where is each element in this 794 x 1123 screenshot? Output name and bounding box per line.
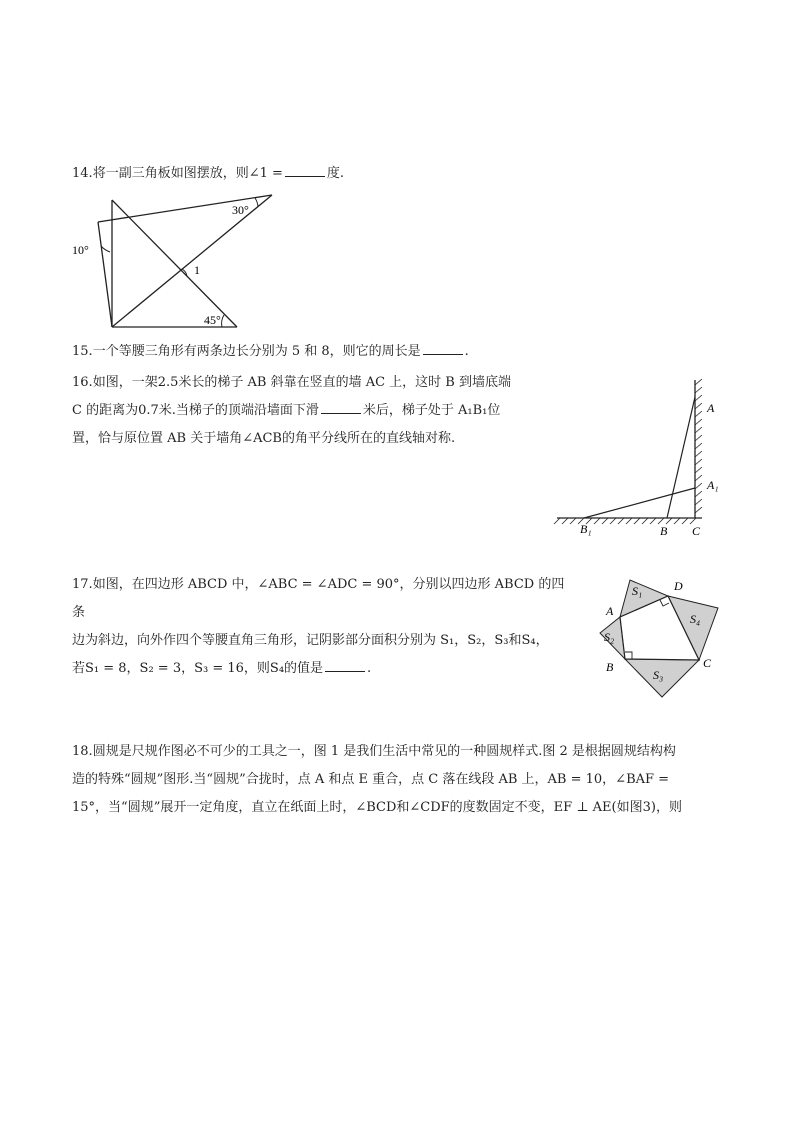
question-text-tail: . <box>464 344 469 359</box>
answer-blank[interactable] <box>423 340 463 355</box>
question-number: 17. <box>72 577 93 592</box>
question-14 <box>72 160 344 188</box>
question-line-3-tail: . <box>367 661 372 676</box>
question-line-2: 边为斜边，向外作四个等腰直角三角形，记阴影部分面积分别为 S₁，S₂，S₃和S₄， <box>72 633 549 648</box>
label-angle-30: 30° <box>232 203 249 217</box>
question-line-3: 置，恰与原位置 AB 关于墙角∠ACB的角平分线所在的直线轴对称. <box>72 431 456 446</box>
question-number: 14. <box>72 166 93 181</box>
label-C: C <box>692 524 701 538</box>
question-line-3: 若S₁ = 8，S₂ = 3，S₃ = 16，则S₄的值是 <box>72 661 324 676</box>
label-angle-10: 10° <box>72 243 89 257</box>
question-number: 16. <box>72 375 93 390</box>
label-B1: B₁ <box>580 522 592 536</box>
label-B: B <box>606 660 614 674</box>
question-line-2-tail: 米后，梯子处于 A₁B₁位 <box>362 403 501 418</box>
label-C: C <box>703 656 712 670</box>
label-B: B <box>660 524 668 538</box>
question-line-1: 圆规是尺规作图必不可少的工具之一，图 1 是我们生活中常见的一种圆规样式.图 2 是根据圆规结构构 <box>92 744 676 759</box>
question-17 <box>72 571 572 683</box>
label-A: A <box>707 401 715 415</box>
label-S1: S₁ <box>632 584 643 598</box>
question-16 <box>72 369 542 453</box>
label-S3: S₃ <box>653 668 664 682</box>
question-number: 18. <box>72 744 93 759</box>
question-line-2: 造的特殊“圆规”图形.当“圆规”合拢时，点 A 和点 E 重合，点 C 落在线段 AB 上，AB = 10，∠BAF = <box>72 772 670 787</box>
label-angle-1: 1 <box>194 263 200 277</box>
label-angle-45: 45° <box>204 313 221 327</box>
figure-q17-quadrilateral <box>592 575 742 705</box>
question-line-3: 15°，当“圆规”展开一定角度，直立在纸面上时，∠BCD和∠CDF的度数固定不变，EF ⊥ AE(如图3)，则 <box>72 800 682 815</box>
question-text: 一个等腰三角形有两条边长分别为 5 和 8，则它的周长是 <box>92 344 421 359</box>
answer-blank[interactable] <box>285 162 325 177</box>
question-18 <box>72 738 732 822</box>
label-S4: S₄ <box>690 612 701 626</box>
question-number: 15. <box>72 344 93 359</box>
answer-blank[interactable] <box>325 657 365 672</box>
question-line-1: 如图，在四边形 ABCD 中，∠ABC = ∠ADC = 90°，分别以四边形 ABCD 的四条 <box>72 577 565 620</box>
question-line-2: C 的距离为0.7米.当梯子的顶端沿墙面下滑 <box>72 403 319 418</box>
label-A1: A₁ <box>707 478 719 492</box>
figure-q16-ladder <box>552 375 722 545</box>
figure-q14-triangles <box>72 192 272 332</box>
question-text: 将一副三角板如图摆放，则∠1 = <box>92 166 283 181</box>
label-A: A <box>606 604 614 618</box>
answer-blank[interactable] <box>321 399 361 414</box>
question-text-tail: 度. <box>326 166 345 181</box>
label-S2: S₂ <box>604 630 615 644</box>
label-D: D <box>674 579 683 593</box>
question-line-1: 如图，一架2.5米长的梯子 AB 斜靠在竖直的墙 AC 上，这时 B 到墙底端 <box>92 375 511 390</box>
question-15 <box>72 338 469 366</box>
